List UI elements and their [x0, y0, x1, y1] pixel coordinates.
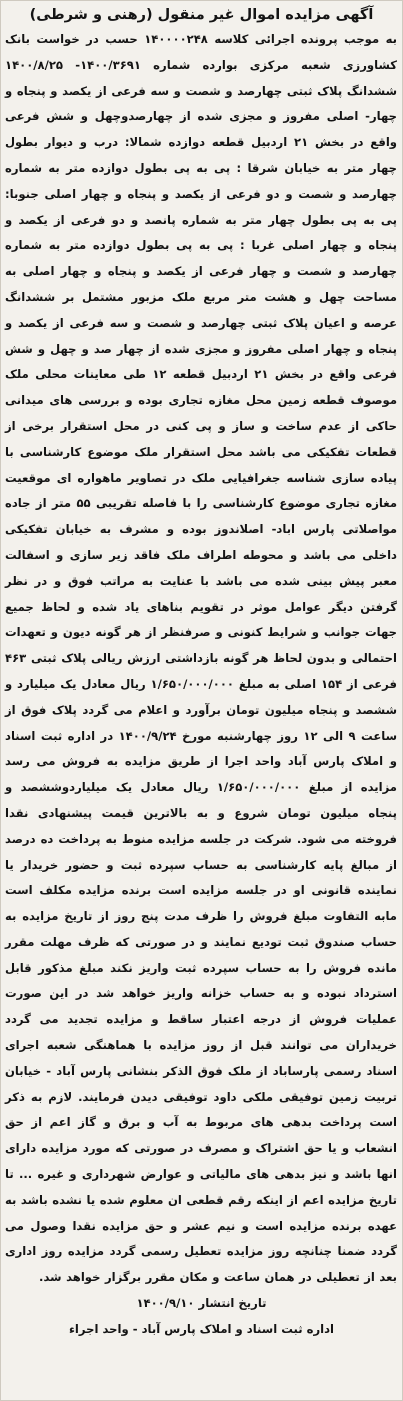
publish-date-label: تاریخ انتشار	[198, 1296, 267, 1311]
notice-title: آگهی مزایده اموال غیر منقول (رهنی و شرطی)	[29, 7, 374, 23]
publish-date: ۱۴۰۰/۹/۱۰	[136, 1296, 195, 1311]
notice-body: به موجب پرونده اجرائی کلاسه ۱۴۰۰۰۰۲۴۸ حسب در خواست بانک کشاورزی شعبه مرکزی بوارده شماره ۱۴۰۰/۳۶۹۱- ۱۴۰۰/۸/۲۵ ششدانگ پلاک ثبتی چهارصد و شصت و سه فرعی از یکصد و پنجاه و چهار- اصلی مفروز و مجزی شده از چهارصدوچهل و شش فرعی واقع در بخش ۲۱ اردبیل قطعه دوازده شمالا: درب و دیوار بطول چهار متر به خیابان شرقا : پی به پی بطول دوازده متر به شماره چهارصد و شصت و دو فرعی از یکصد و پنجاه و چهار اصلی جنوبا: پی به پی بطول چهار متر به شماره پانصد و دو فرعی از یکصد و پنجاه و چهار اصلی غربا : پی به پی بطول دوازده متر به شماره چهارصد و شصت و چهار فرعی از یکصد و پنجاه و چهار اصلی به مساحت چهل و هشت متر مربع ملک مزبور مشتمل بر ششدانگ عرصه و اعیان پلاک ثبتی چهارصد و شصت و سه فرعی از یکصد و پنجاه و چهار اصلی مفروز و مجزی شده از چهار صد و چهل و شش فرعی واقع در بخش ۲۱ اردبیل قطعه ۱۲ طی معاینات محلی ملک موصوف قطعه زمین محل مغازه تجاری بوده و بررسی های میدانی حاکی از عدم ساخت و ساز و پی کنی در محل استقرار برخی از قطعات تفکیکی می باشد محل استقرار ملک موضوع کارشناسی با پیاده سازی شناسه جغرافیایی ملک در تصاویر ماهواره ای موقعیت مغازه تجاری موضوع کارشناسی را با فاصله تقریبی ۵۵ متر از جاده مواصلاتی پارس اباد- اصلاندوز بوده و مشرف به خیابان تفکیکی داخلی می باشد و محوطه اطراف ملک فاقد زیر سازی و اسفالت معبر پیش بینی شده می باشد با عنایت به مراتب فوق و در نظر گرفتن دیگر عوامل موثر در تقویم بناهای یاد شده و لحاظ جمیع جهات جوانب و شرایط کنونی و صرفنظر از هر گونه دیون و تعهدات احتمالی و بدون لحاظ هر گونه بازداشتی ارزش ریالی پلاک ثبتی ۴۶۳ فرعی از ۱۵۴ اصلی به مبلغ ۱/۶۵۰/۰۰۰/۰۰۰ ریال معادل یک میلیارد و ششصد و پنجاه میلیون تومان برآورد و اعلام می گردد پلاک فوق از ساعت ۹ الی ۱۲ روز چهارشنبه مورخ ۱۴۰۰/۹/۲۴ در اداره ثبت اسناد و املاک پارس آباد واحد اجرا از طریق مزایده به فروش می رسد مزایده از مبلغ ۱/۶۵۰/۰۰۰/۰۰۰ ریال معادل یک میلیاردوششصد و پنجاه میلیون تومان شروع و به بالاترین قیمت پیشنهادی نقدا فروخته می شود. شرکت در جلسه مزایده منوط به پرداخت ده درصد از مبالغ پایه کارشناسی به حساب سپرده ثبت و حضور خریدار یا نماینده قانونی او در جلسه مزایده است برنده مزایده مکلف است مابه التفاوت مبلغ فروش را ظرف مدت پنج روز از تاریخ مزایده به حساب صندوق ثبت تودیع نمایند و در صورتی که ظرف مهلت مقرر مانده فروش را به حساب سپرده ثبت واریز نکند مبلغ مذکور قابل استرداد نبوده و به حساب خزانه واریز خواهد شد در این صورت عملیات فروش از درجه اعتبار ساقط و مزایده تجدید می گردد خریداران می توانند قبل از روز مزایده با هماهنگی شعبه اجرای اسناد رسمی پارساباد از ملک فوق الذکر بنشانی پارس آباد - خیابان تربیت زمین توفیقی ملکی داود توفیقی دیدن فرمایند. لازم به ذکر است پرداخت بدهی های مربوط به آب و برق و گاز اعم از حق انشعاب و یا حق اشتراک و مصرف در صورتی که مورد مزایده دارای انها باشد و نیز بدهی های مالیاتی و عوارض شهرداری و غیره ... تا تاریخ مزایده اعم از اینکه رقم قطعی ان معلوم شده یا نشده باشد به عهده برنده مزایده است و نیم عشر و حق مزایده نقدا وصول می گردد ضمنا چنانچه روز مزایده تعطیل رسمی گردد مزایده روز اداری بعد از تعطیلی در همان ساعت و مکان مقرر برگزار خواهد شد.	[5, 32, 398, 1285]
issuing-office: اداره ثبت اسناد و املاک پارس آباد - واحد اجراء	[68, 1322, 335, 1337]
publish-date-line	[1, 1291, 402, 1316]
